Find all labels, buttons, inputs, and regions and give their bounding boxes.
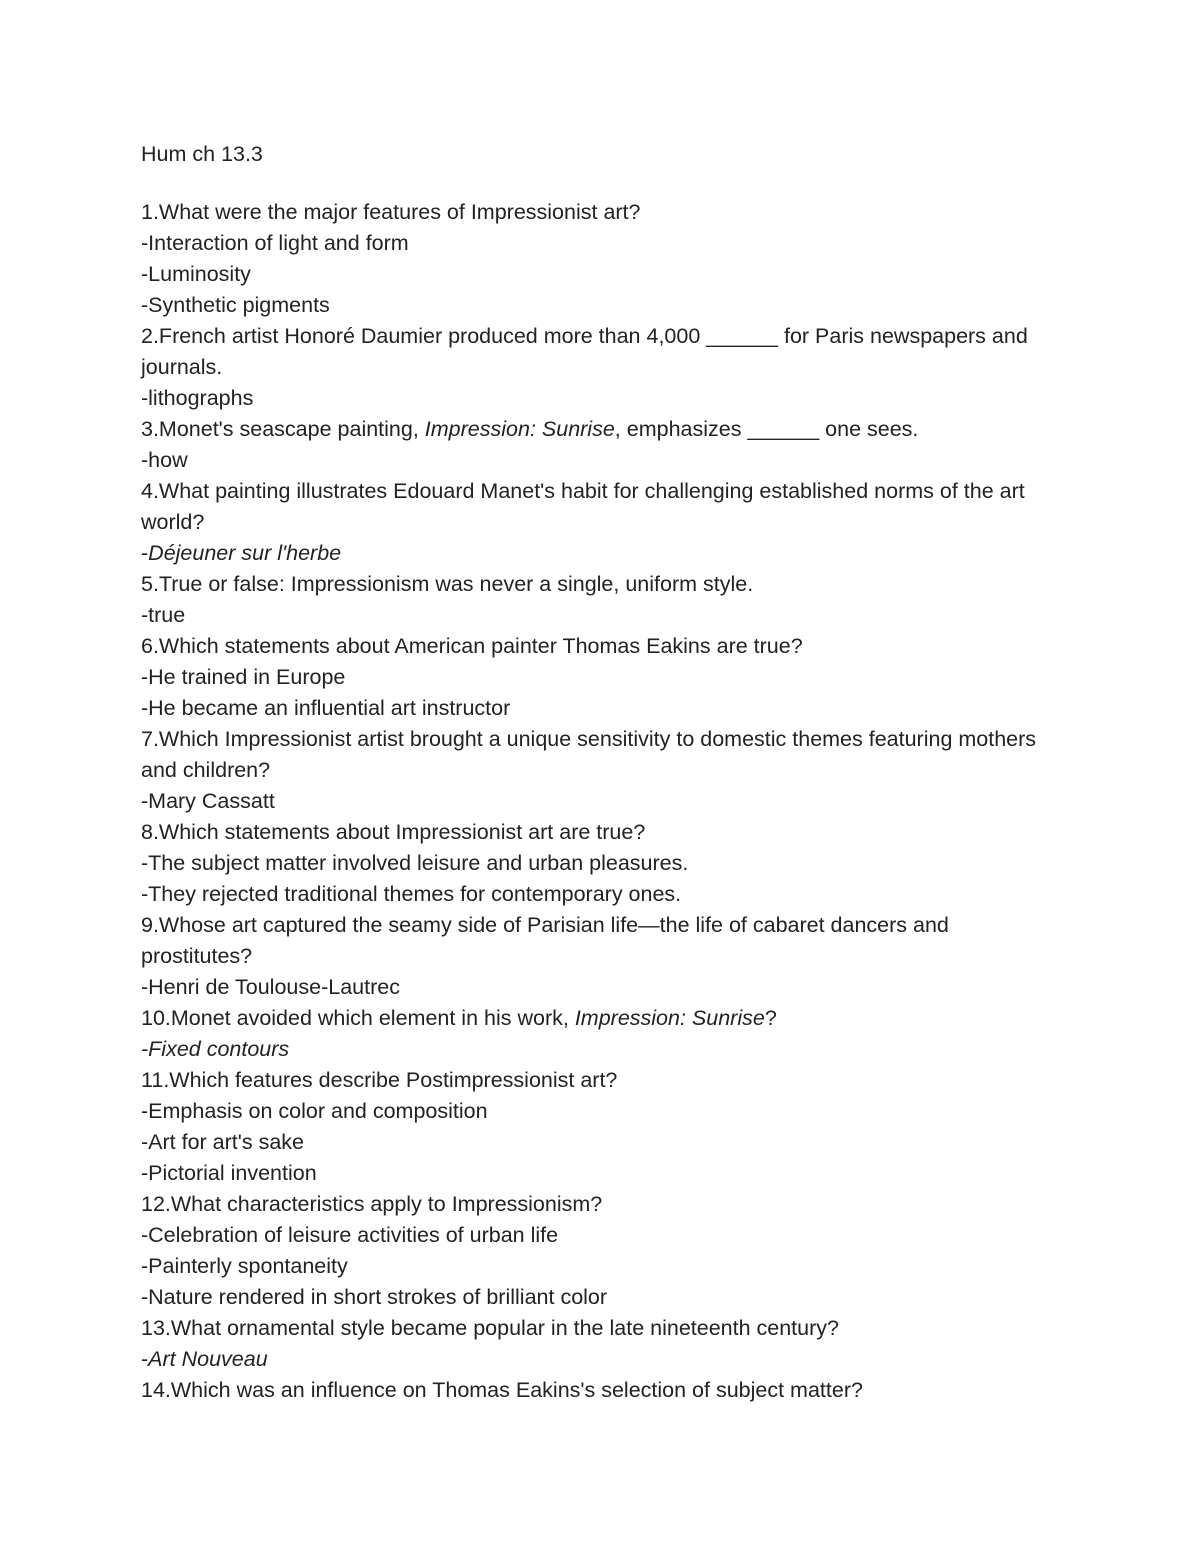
- answer-13-prefix: -: [141, 1347, 149, 1371]
- answer-13-italic: Art Nouveau: [148, 1347, 268, 1371]
- answer-1-3: -Synthetic pigments: [141, 293, 330, 317]
- answer-6-2: -He became an influential art instructor: [141, 696, 511, 720]
- answer-4-prefix: -: [141, 541, 149, 565]
- question-1: 1.What were the major features of Impressionist art?: [141, 200, 641, 224]
- question-3: [141, 414, 1051, 445]
- answer-9-1: -Henri de Toulouse-Lautrec: [141, 975, 400, 999]
- answer-11-1: -Emphasis on color and composition: [141, 1099, 488, 1123]
- question-6: 6.Which statements about American painter Thomas Eakins are true?: [141, 634, 803, 658]
- question-5: 5.True or false: Impressionism was never a single, uniform style.: [141, 572, 754, 596]
- answer-1-1: -Interaction of light and form: [141, 231, 409, 255]
- answer-8-2: -They rejected traditional themes for contemporary ones.: [141, 882, 682, 906]
- question-3-italic: Impression: Sunrise: [424, 417, 615, 441]
- answer-1-2: -Luminosity: [141, 262, 251, 286]
- answer-5-1: -true: [141, 603, 186, 627]
- question-13: 13.What ornamental style became popular in the late nineteenth century?: [141, 1316, 839, 1340]
- answer-2-1: -lithographs: [141, 386, 254, 410]
- answer-12-3: -Nature rendered in short strokes of brilliant color: [141, 1285, 608, 1309]
- answer-4-1: [141, 538, 1051, 569]
- question-10-italic: Impression: Sunrise: [574, 1006, 765, 1030]
- answer-8-1: -The subject matter involved leisure and urban pleasures.: [141, 851, 689, 875]
- question-4: 4.What painting illustrates Edouard Manet's habit for challenging established norms of the art world?: [141, 479, 1025, 534]
- question-12: 12.What characteristics apply to Impressionism?: [141, 1192, 603, 1216]
- answer-12-1: -Celebration of leisure activities of urban life: [141, 1223, 559, 1247]
- question-3-prefix: 3.Monet's seascape painting,: [141, 417, 425, 441]
- question-8: 8.Which statements about Impressionist art are true?: [141, 820, 646, 844]
- answer-13-1: [141, 1344, 1051, 1375]
- answer-12-2: -Painterly spontaneity: [141, 1254, 348, 1278]
- question-9: 9.Whose art captured the seamy side of Parisian life—the life of cabaret dancers and prostitutes?: [141, 913, 949, 968]
- answer-7-1: -Mary Cassatt: [141, 789, 275, 813]
- answer-3-1: -how: [141, 448, 188, 472]
- document-page: [141, 139, 1051, 1406]
- answer-11-3: -Pictorial invention: [141, 1161, 317, 1185]
- question-7: 7.Which Impressionist artist brought a unique sensitivity to domestic themes featuring mothers and children?: [141, 727, 1037, 782]
- document-title: Hum ch 13.3: [141, 142, 263, 166]
- answer-6-1: -He trained in Europe: [141, 665, 346, 689]
- question-10-prefix: 10.Monet avoided which element in his work,: [141, 1006, 575, 1030]
- answer-10-1: -Fixed contours: [141, 1037, 290, 1061]
- question-14: 14.Which was an influence on Thomas Eakins's selection of subject matter?: [141, 1378, 863, 1402]
- question-2: 2.French artist Honoré Daumier produced more than 4,000 ______ for Paris newspapers and journals.: [141, 324, 1028, 379]
- answer-11-2: -Art for art's sake: [141, 1130, 305, 1154]
- question-10-suffix: ?: [764, 1006, 777, 1030]
- question-10: [141, 1003, 1051, 1034]
- answer-4-italic: Déjeuner sur l'herbe: [148, 541, 342, 565]
- question-3-suffix: , emphasizes ______ one sees.: [614, 417, 919, 441]
- question-11: 11.Which features describe Postimpressionist art?: [141, 1068, 618, 1092]
